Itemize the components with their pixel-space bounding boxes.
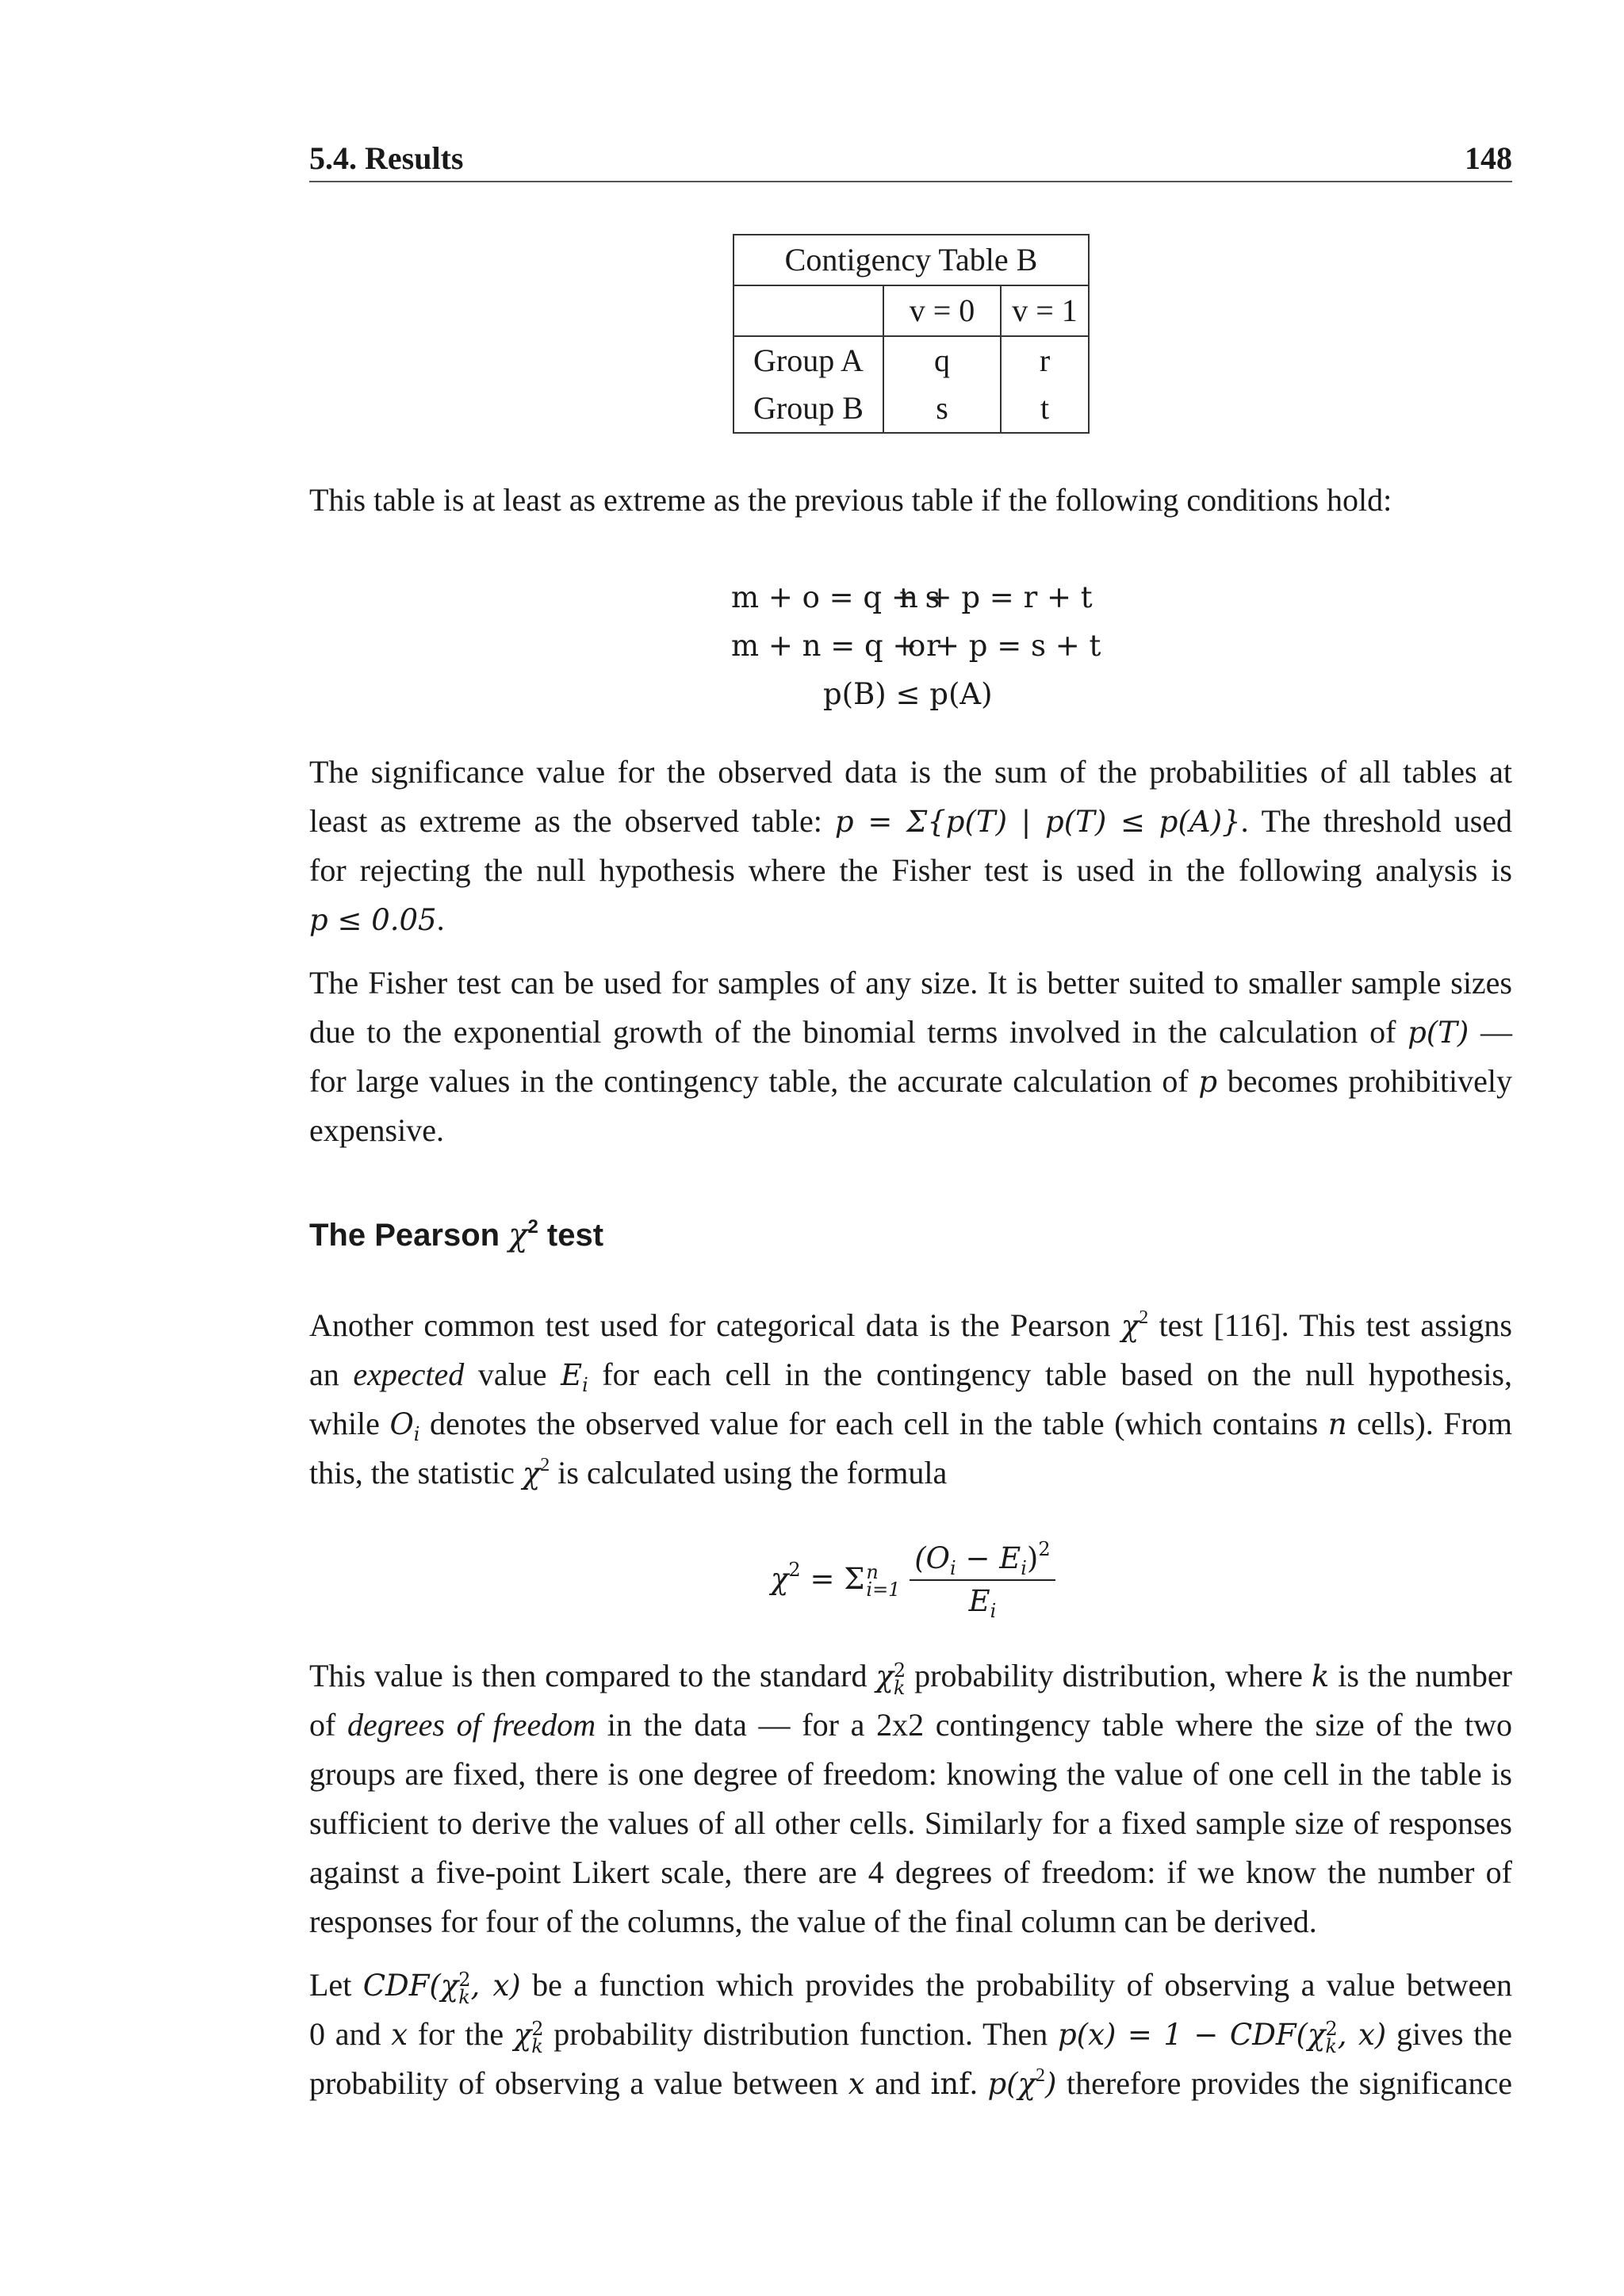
table-header-v0: v = 0 [883,285,1001,336]
text-line: Another common test used for categorical data is the Pearson $\chi^2$ test [116]. This test assigns [309,1307,1512,1343]
running-header [309,136,1512,182]
text-line: p ≤ 0.05. [309,901,445,937]
text-line: due to the exponential growth of the binomial terms involved in the calculation of p(T) — [309,1014,1513,1050]
cell-value: s [883,385,1001,433]
text-line: The significance value for the observed data is the sum of the probabilities of all tables at [309,754,1512,790]
condition-eq-4: o + p = s + t [908,629,1101,663]
table-header-empty [733,285,883,336]
math-inline: p(T) [1408,1016,1469,1050]
condition-eq-2: n + p = r + t [899,580,1093,614]
text-line: 0 and x for the χ 2 k probability distribution function. Then p(x) = 1 − CDF(χ 2 k , x) gives the [309,2016,1513,2057]
condition-eq-5: p(B) ≤ p(A) [823,677,993,711]
text-line: least as extreme as the observed table: p = Σ{p(T) | p(T) ≤ p(A)}. The threshold used [309,803,1513,839]
text-line: probability of observing a value between x and inf. $p(\chi^2)$ therefore provides the significance [309,2065,1512,2101]
table-title: Contigency Table B [733,235,1089,285]
text-line: sufficient to derive the values of all other cells. Similarly for a fixed sample size of responses [309,1805,1512,1841]
math-inline: p = Σ{p(T) | p(T) ≤ p(A)} [834,805,1241,839]
formula-fraction: $\frac{(O_i - E_i)^2}{E_i}$ [910,1538,1055,1622]
text-line: The Fisher test can be used for samples of any size. It is better suited to smaller sample sizes [309,965,1512,1001]
text-line: an expected value $E_i$ for each cell in the contingency table based on the null hypothesis, [309,1357,1512,1396]
text-line: This value is then compared to the standard χ 2 k probability distribution, where k is the number [309,1658,1512,1699]
condition-eq-1: m + o = q + s [731,580,940,614]
text-line: responses for four of the columns, the value of the final column can be derived. [309,1904,1317,1939]
subsection-heading: The Pearson $\chi^2$ test [309,1216,604,1253]
math-inline: p [1198,1065,1218,1099]
table-row [733,385,1089,433]
paragraph-pearson [309,1301,1512,1498]
cell-value: t [1001,385,1089,433]
chi-square-formula: $\chi^2 = \Sigma$ n i=1 $\frac{(O_i - E_i)^2}{E_i}$ [771,1538,1055,1622]
text-line: of degrees of freedom in the data — for a 2x2 contingency table where the size of the two [309,1707,1512,1743]
cell-value: q [883,336,1001,385]
condition-eq-3: m + n = q + r [731,629,940,663]
text-line: against a five-point Likert scale, there are 4 degrees of freedom: if we know the number of [309,1854,1512,1890]
paragraph-intro [309,476,1512,525]
section-title: 5.4. Results [309,140,464,176]
text-line: groups are fixed, there is one degree of freedom: knowing the value of one cell in the table is [309,1756,1512,1792]
paragraph-cdf [309,1961,1512,2108]
paragraph-fisher [309,959,1512,1155]
cell-value: r [1001,336,1089,385]
table-header-v1: v = 1 [1001,285,1089,336]
paragraph-significance [309,748,1512,944]
row-label: Group A [733,336,883,385]
paragraph-degrees-of-freedom [309,1651,1512,1946]
page-number: 148 [1465,140,1512,176]
text-line: this, the statistic $\chi^2$ is calculated using the formula [309,1455,948,1490]
text-line: for rejecting the null hypothesis where the Fisher test is used in the following analysis is [309,852,1512,888]
table-row [733,336,1089,385]
text-line: for large values in the contingency table, the accurate calculation of p becomes prohibitively [309,1063,1513,1099]
text-line: Let CDF(χ 2 k , x) be a function which provides the probability of observing a value between [309,1967,1513,2008]
text-line: This table is at least as extreme as the previous table if the following conditions hold: [309,482,1392,518]
math-inline: p ≤ 0.05 [309,903,437,937]
text-line: while $O_i$ denotes the observed value for each cell in the table (which contains n cells). From [309,1406,1513,1445]
contingency-table [733,234,1090,434]
text-line: expensive. [309,1112,444,1148]
row-label: Group B [733,385,883,433]
